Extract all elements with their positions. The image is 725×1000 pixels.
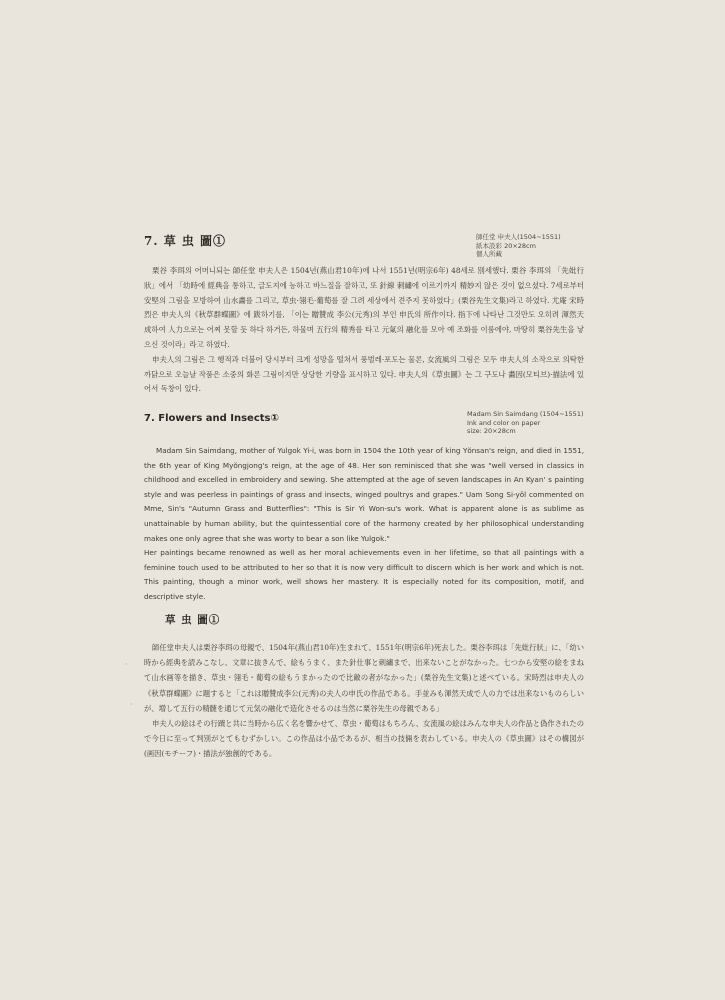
korean-meta [476,233,561,259]
english-body [144,444,584,605]
korean-paragraph: 栗谷 李珥의 어머니되는 師任堂 申夫人은 1504년(燕山君10年)에 나서 1551년(明宗6年) 48세로 別세했다. 栗谷 李珥의 「先妣行狀」에서 「幼時에 經典을 통하고, 글도지에 능하고 바느질을 잘하고, 또 針線 刺繡에 이르기까지 精妙지 않은 것이 없으셨다. 7세로부터 安堅의 그림을 모방하여 山水畵를 그리고, 草虫·翎毛·葡萄를 잘 그려 세상에서 견주지 못하였다」(栗谷先生文集)라고 하였다. 尤庵 宋時烈은 申夫人의《秋草群蝶圖》에 跋하기를, 「이는 贈贊成 李公(元秀)의 부인 申氏의 所作이다. 指下에 나타난 그것만도 오히려 渾然天成하여 人力으로는 어찌 못할 듯 하다 하거든, 하물며 五行의 精秀를 타고 元氣의 融化를 모아 예 조화를 이룸에야, 마땅히 栗谷先生을 낳으신 것이라」라고 하였다. [144,266,584,349]
japanese-body [144,640,584,762]
korean-body [144,264,584,397]
english-meta-artist: Madam Sin Saimdang (1504∼1551) [467,410,584,418]
english-meta-size: size: 20×28cm [467,427,516,435]
korean-meta-collection: 個人所藏 [476,250,502,258]
margin-speck: · [125,660,128,669]
japanese-paragraph: 師任堂申夫人は栗谷李珥の母親で、1504年(燕山君10年)生まれて、1551年(明宗6年)死去した。栗谷李珥は「先妣行狀」に、「幼い時から經典を読みこなし、文章に抜きんで、絵もうまく、また針仕事と刺繡まで、出来ないことがなかった。七つから安堅の絵をまねて山水画等を描き、草虫・翎毛・葡萄の絵もうまかったので比敵の者がなかった」(栗谷先生文集)と述べている。宋時烈は申夫人の《秋草群蝶圖》に題すると「これは贈贊成李公(元秀)の夫人の申氏の作品である。手並みも渾然天成で人の力では出来ないものらしいが、増して五行の精髄を通じて元気の融化で造化させるのは当然に栗谷先生の母親である」 [144,643,584,713]
english-paragraph: Madam Sin Saimdang, mother of Yulgok Yi-i, was born in 1504 the 10th year of king Yŏnsan's reign, and died in 1551, the 6th year of King Myŏngjong's reign, at the age of 48. Her son reminisced that she was "well versed in classics in childhood and excelled in embroidery and sewing. She attempted at the age of seven landscapes in An Kyan' s painting style and was peerless in paintings of grass and insects, winged poultrys and grapes." Uam Song Si-yŏl commented on Mme, Sin's "Autumn Grass and Butterflies": "This is Sir Yi Won-su's work. What is apparent alone is as sublime as unattainable by human ability, but the quintessential core of the harmony created by her philosophical understanding makes one only agree that she was worty to bear a son like Yulgok." [144,446,584,543]
margin-speck: · [130,700,133,709]
korean-paragraph: 申夫人의 그림은 그 행적과 더불어 당시부터 크게 성망을 떨쳐서 풍벌레·포도는 물론, 女流風의 그림은 모두 申夫人의 소작으로 의탁한 까닭으로 오늘날 작품은 소중의 화론 그림이지만 상당한 기량을 표시하고 있다. 申夫人의《草虫圖》는 그 구도나 畵因(모티브)·描法에 있어서 독창이 있다. [144,354,584,394]
japanese-paragraph: 申夫人の絵はその行蹟と共に当時から広く名を響かせて、草虫・葡萄はもちろん、女流風の絵はみんな申夫人の作品と偽作されたので今日に至って判別がとてもむずかしい。この作品は小品であるが、相当の技倆を表わしている。申夫人の《草虫圖》はその構図が(画因(モチーフ)・描法が独創的である。 [144,719,584,759]
japanese-title: 草 虫 圖① [165,614,221,626]
korean-title: 7. 草 虫 圖① [144,234,227,248]
korean-meta-artist: 師任堂 申夫人(1504∼1551) [476,233,561,241]
english-title: 7. Flowers and Insects① [144,413,279,424]
english-meta-medium: Ink and color on paper [467,418,541,427]
korean-meta-medium: 紙本設彩 20×28cm [476,241,536,250]
english-meta [467,410,584,436]
english-paragraph: Her paintings became renowned as well as her moral achievements even in her lifetime, so that all paintings with a feminine touch used to be attributed to her so that it is now very difficult to discern which is her work and which is not. This painting, though a minor work, well shows her mastery. It is especially noted for its composition, motif, and descriptive style. [144,548,584,601]
